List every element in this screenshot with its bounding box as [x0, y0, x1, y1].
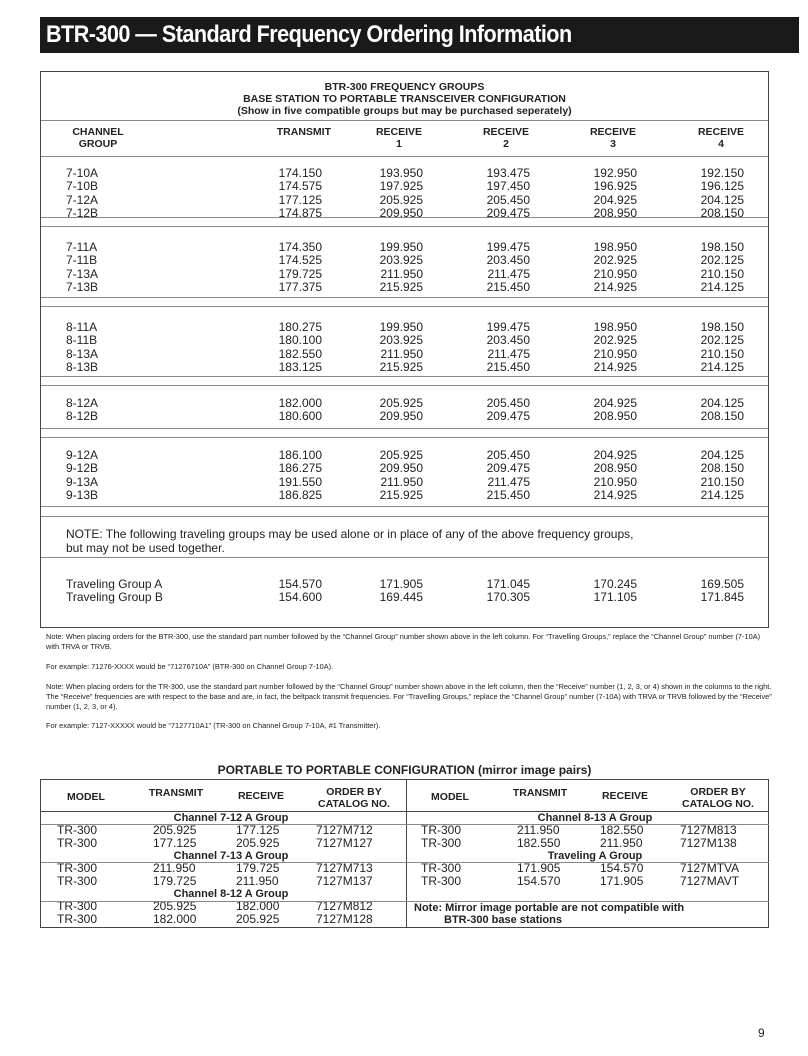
transmit-cell: 177.375 — [278, 280, 322, 295]
channel-group-cell: 9-13B — [66, 488, 99, 503]
receive-2-cell: 199.475 — [486, 320, 530, 334]
transmit-cell: 180.600 — [278, 409, 322, 424]
transmit-cell: 180.100 — [278, 333, 322, 348]
receive-cell: 211.950 — [600, 836, 643, 850]
receive-2-cell: 193.475 — [486, 166, 530, 180]
receive-2-cell: 203.450 — [486, 333, 530, 348]
receive-1-cell: 211.950 — [380, 266, 423, 281]
receive-2-cell: 170.305 — [486, 590, 530, 605]
col-receive-number: 3 — [610, 138, 616, 150]
receive-cell: 205.925 — [236, 912, 280, 926]
col-receive-1 — [359, 126, 439, 150]
receive-3-cell: 210.950 — [593, 266, 637, 281]
footnote-btr300-example: For example: 71276-XXXX would be “71276710A” (BTR-300 on Channel Group 7-10A). — [46, 662, 334, 671]
divider — [41, 824, 406, 825]
channel-group-cell: 7-11B — [66, 253, 98, 268]
mirror-note-line-1: Note: Mirror image portable are not compatible with — [414, 902, 685, 914]
col-receive-4 — [681, 126, 761, 150]
receive-1-cell: 209.950 — [379, 461, 423, 476]
transmit-cell: 177.125 — [278, 192, 322, 207]
divider — [41, 557, 768, 558]
col-receive: RECEIVE — [601, 790, 649, 802]
model-cell: TR-300 — [421, 836, 462, 850]
channel-group-cell: 7-12B — [66, 206, 99, 221]
receive-cell: 182.000 — [236, 899, 280, 913]
col-receive-number: 2 — [503, 138, 509, 150]
receive-1-cell: 215.925 — [379, 360, 423, 375]
receive-2-cell: 209.475 — [486, 206, 530, 221]
receive-1-cell: 171.905 — [379, 577, 423, 591]
col-channel-group — [63, 126, 133, 150]
receive-4-cell: 196.125 — [700, 179, 744, 194]
channel-group-cell: Traveling Group B — [66, 590, 163, 605]
transmit-cell: 179.725 — [153, 874, 197, 888]
footnote-tr300: Note: When placing orders for the TR-300, use the standard part number followed by the “Channel Group” number shown above in the left column, then the “Receive” number (1, 2, 3, or 4) shown in the columns to the right. The “Receive” frequencies are with respect to the base and are, in fact, the beltpack transmit frequencies. For “Travelling Groups,” replace the “Channel Group” number (7-10A) with TRVA or TRVB followed by the “Receive” number (1, 2, 3, or 4). — [46, 682, 772, 711]
channel-group-cell: 7-10A — [66, 166, 99, 180]
transmit-cell: 154.570 — [278, 577, 322, 591]
transmit-cell: 154.570 — [517, 874, 561, 888]
catalog-cell: 7127M127 — [316, 836, 373, 850]
channel-group-cell: 7-13A — [66, 266, 99, 281]
divider — [41, 306, 768, 307]
catalog-cell: 7127MTVA — [680, 861, 740, 875]
receive-4-cell: 171.845 — [700, 590, 744, 605]
divider — [41, 437, 768, 438]
divider — [41, 376, 768, 377]
receive-3-cell: 170.245 — [593, 577, 637, 591]
receive-2-cell: 199.475 — [486, 240, 530, 254]
model-cell: TR-300 — [57, 912, 98, 926]
receive-1-cell: 169.445 — [379, 590, 423, 605]
receive-4-cell: 202.125 — [700, 253, 744, 268]
receive-4-cell: 198.150 — [700, 240, 744, 254]
transmit-cell: 183.125 — [278, 360, 322, 375]
col-receive-label: RECEIVE — [375, 126, 423, 138]
channel-group-cell: Traveling Group A — [66, 577, 163, 591]
receive-1-cell: 199.950 — [379, 320, 423, 334]
col-order-2: CATALOG NO. — [682, 798, 754, 810]
channel-group-cell: 8-12B — [66, 409, 99, 424]
receive-3-cell: 208.950 — [593, 409, 637, 424]
divider — [41, 428, 768, 429]
divider — [41, 901, 406, 902]
receive-cell: 205.925 — [236, 836, 280, 850]
receive-2-cell: 197.450 — [486, 179, 530, 194]
col-transmit: TRANSMIT — [148, 787, 204, 799]
receive-1-cell: 205.925 — [379, 396, 423, 410]
receive-cell: 179.725 — [236, 861, 280, 875]
receive-1-cell: 197.925 — [379, 179, 423, 194]
receive-4-cell: 204.125 — [700, 396, 744, 410]
receive-4-cell: 198.150 — [700, 320, 744, 334]
footnote-tr300-example: For example: 7127-XXXXX would be “7127710A1” (TR-300 on Channel Group 7-10A, #1 Transmitter). — [46, 721, 381, 730]
receive-3-cell: 208.950 — [593, 206, 637, 221]
receive-3-cell: 204.925 — [593, 192, 637, 207]
model-cell: TR-300 — [57, 836, 98, 850]
receive-3-cell: 208.950 — [593, 461, 637, 476]
transmit-cell: 182.550 — [278, 346, 322, 361]
receive-1-cell: 215.925 — [379, 280, 423, 295]
receive-cell: 177.125 — [236, 823, 280, 837]
col-order-1: ORDER BY — [690, 786, 746, 798]
group-header: Channel 7-13 A Group — [173, 850, 289, 862]
group-header: Channel 7-12 A Group — [173, 812, 289, 824]
receive-1-cell: 205.925 — [379, 448, 423, 462]
col-channel-label-1: CHANNEL — [72, 126, 124, 138]
col-receive-label: RECEIVE — [589, 126, 637, 138]
channel-group-cell: 9-13A — [66, 474, 99, 489]
transmit-cell: 205.925 — [153, 899, 197, 913]
channel-group-cell: 8-11A — [66, 320, 98, 334]
traveling-note — [66, 527, 633, 555]
receive-3-cell: 214.925 — [593, 280, 637, 295]
channel-group-cell: 8-12A — [66, 396, 99, 410]
receive-1-cell: 209.950 — [379, 409, 423, 424]
freq-heading-3: (Show in five compatible groups but may be purchased seperately) — [237, 105, 572, 117]
column-divider — [406, 780, 407, 927]
receive-4-cell: 210.150 — [700, 346, 744, 361]
receive-1-cell: 205.925 — [379, 192, 423, 207]
transmit-cell: 182.000 — [278, 396, 322, 410]
receive-2-cell: 211.475 — [487, 474, 530, 489]
receive-4-cell: 214.125 — [700, 360, 744, 375]
divider — [41, 385, 768, 386]
col-transmit: TRANSMIT — [276, 126, 331, 138]
receive-2-cell: 211.475 — [487, 346, 530, 361]
receive-2-cell: 205.450 — [486, 448, 530, 462]
model-cell: TR-300 — [57, 899, 98, 913]
receive-3-cell: 210.950 — [593, 346, 637, 361]
traveling-note-line-1: NOTE: The following traveling groups may be used alone or in place of any of the above frequency groups, — [66, 527, 634, 541]
channel-group-cell: 9-12B — [66, 461, 99, 476]
col-order-2: CATALOG NO. — [318, 798, 390, 810]
receive-4-cell: 169.505 — [700, 577, 744, 591]
col-receive-label: RECEIVE — [482, 126, 530, 138]
transmit-cell: 174.875 — [278, 206, 322, 221]
divider — [41, 120, 768, 121]
footnote-btr300: Note: When placing orders for the BTR-300, use the standard part number followed by the “Channel Group” number shown above in the left column. For “Travelling Groups,” replace the “Channel Group” number (7-10A) with TRVA or TRVB. — [46, 632, 761, 651]
channel-group-cell: 7-10B — [66, 179, 99, 194]
transmit-cell: 186.275 — [278, 461, 322, 476]
catalog-cell: 7127M137 — [316, 874, 373, 888]
channel-group-cell: 7-11A — [66, 240, 98, 254]
receive-3-cell: 192.950 — [593, 166, 637, 180]
receive-4-cell: 214.125 — [700, 488, 744, 503]
freq-heading-1: BTR-300 FREQUENCY GROUPS — [324, 81, 485, 93]
catalog-cell: 7127M812 — [316, 899, 373, 913]
freq-heading-2: BASE STATION TO PORTABLE TRANSCEIVER CONFIGURATION — [243, 93, 566, 105]
receive-2-cell: 203.450 — [486, 253, 530, 268]
divider — [41, 297, 768, 298]
receive-4-cell: 192.150 — [700, 166, 744, 180]
model-cell: TR-300 — [421, 823, 462, 837]
receive-4-cell: 204.125 — [700, 448, 744, 462]
transmit-cell: 205.925 — [153, 823, 197, 837]
receive-2-cell: 211.475 — [487, 266, 530, 281]
receive-1-cell: 215.925 — [379, 488, 423, 503]
receive-1-cell: 193.950 — [379, 166, 423, 180]
receive-2-cell: 205.450 — [486, 396, 530, 410]
col-model: MODEL — [431, 791, 469, 803]
receive-4-cell: 210.150 — [700, 474, 744, 489]
divider — [41, 226, 768, 227]
title-bar — [40, 17, 799, 53]
catalog-cell: 7127M813 — [680, 823, 737, 837]
channel-group-cell: 8-11B — [66, 333, 98, 348]
transmit-cell: 180.275 — [278, 320, 322, 334]
transmit-cell: 211.950 — [517, 823, 560, 837]
col-receive: RECEIVE — [237, 790, 285, 802]
receive-cell: 171.905 — [600, 874, 644, 888]
receive-4-cell: 208.150 — [700, 461, 744, 476]
receive-3-cell: 210.950 — [593, 474, 637, 489]
receive-2-cell: 209.475 — [486, 409, 530, 424]
receive-3-cell: 202.925 — [593, 333, 637, 348]
col-receive-label: RECEIVE — [697, 126, 745, 138]
receive-2-cell: 215.450 — [486, 280, 530, 295]
receive-4-cell: 208.150 — [700, 409, 744, 424]
traveling-note-line-2: but may not be used together. — [66, 541, 225, 555]
transmit-cell: 174.525 — [278, 253, 322, 268]
receive-1-cell: 209.950 — [379, 206, 423, 221]
frequency-groups-table — [40, 71, 769, 628]
channel-group-cell: 9-12A — [66, 448, 99, 462]
receive-1-cell: 203.925 — [379, 253, 423, 268]
receive-2-cell: 171.045 — [486, 577, 530, 591]
receive-1-cell: 199.950 — [379, 240, 423, 254]
receive-3-cell: 204.925 — [593, 448, 637, 462]
transmit-cell: 186.100 — [278, 448, 322, 462]
model-cell: TR-300 — [57, 823, 98, 837]
channel-group-cell: 8-13B — [66, 360, 99, 375]
transmit-cell: 174.350 — [278, 240, 322, 254]
divider — [41, 156, 768, 157]
col-order-1: ORDER BY — [326, 786, 382, 798]
col-receive-2 — [466, 126, 546, 150]
transmit-cell: 174.150 — [278, 166, 322, 180]
receive-3-cell: 204.925 — [593, 396, 637, 410]
catalog-cell: 7127M138 — [680, 836, 737, 850]
receive-2-cell: 209.475 — [486, 461, 530, 476]
transmit-cell: 179.725 — [278, 266, 322, 281]
receive-4-cell: 210.150 — [700, 266, 744, 281]
transmit-cell: 154.600 — [278, 590, 322, 605]
receive-3-cell: 198.950 — [593, 320, 637, 334]
receive-4-cell: 214.125 — [700, 280, 744, 295]
receive-cell: 182.550 — [600, 823, 644, 837]
group-header: Traveling A Group — [547, 850, 643, 862]
transmit-cell: 182.550 — [517, 836, 561, 850]
channel-group-cell: 7-13B — [66, 280, 99, 295]
receive-4-cell: 202.125 — [700, 333, 744, 348]
divider — [406, 824, 769, 825]
receive-3-cell: 214.925 — [593, 488, 637, 503]
divider — [41, 506, 768, 507]
col-receive-3 — [573, 126, 653, 150]
transmit-cell: 174.575 — [278, 179, 322, 194]
transmit-cell: 177.125 — [153, 836, 197, 850]
receive-3-cell: 202.925 — [593, 253, 637, 268]
col-model: MODEL — [67, 791, 105, 803]
col-transmit: TRANSMIT — [512, 787, 568, 799]
catalog-cell: 7127MAVT — [680, 874, 740, 888]
catalog-cell: 7127M712 — [316, 823, 373, 837]
col-channel-label-2: GROUP — [78, 138, 118, 150]
group-header: Channel 8-13 A Group — [537, 812, 653, 824]
mirror-note-line-2: BTR-300 base stations — [444, 914, 562, 926]
receive-3-cell: 198.950 — [593, 240, 637, 254]
channel-group-cell: 7-12A — [66, 192, 99, 207]
receive-4-cell: 208.150 — [700, 206, 744, 221]
divider — [406, 862, 769, 863]
divider — [41, 516, 768, 517]
model-cell: TR-300 — [57, 874, 98, 888]
model-cell: TR-300 — [421, 861, 462, 875]
transmit-cell: 182.000 — [153, 912, 197, 926]
divider — [41, 862, 406, 863]
group-header: Channel 8-12 A Group — [173, 888, 289, 900]
receive-cell: 211.950 — [236, 874, 279, 888]
receive-2-cell: 215.450 — [486, 488, 530, 503]
receive-2-cell: 205.450 — [486, 192, 530, 207]
catalog-cell: 7127M713 — [316, 861, 373, 875]
receive-2-cell: 215.450 — [486, 360, 530, 375]
p2p-title: PORTABLE TO PORTABLE CONFIGURATION (mirror image pairs) — [217, 763, 592, 777]
receive-3-cell: 171.105 — [593, 590, 637, 605]
receive-cell: 154.570 — [600, 861, 644, 875]
receive-1-cell: 211.950 — [380, 346, 423, 361]
page-title: BTR-300 — Standard Frequency Ordering Information — [46, 21, 572, 48]
page-number: 9 — [758, 1026, 765, 1040]
portable-to-portable-table — [40, 779, 769, 928]
receive-3-cell: 196.925 — [593, 179, 637, 194]
model-cell: TR-300 — [421, 874, 462, 888]
col-receive-number: 4 — [718, 138, 724, 150]
receive-1-cell: 203.925 — [379, 333, 423, 348]
channel-group-cell: 8-13A — [66, 346, 99, 361]
catalog-cell: 7127M128 — [316, 912, 373, 926]
transmit-cell: 171.905 — [517, 861, 561, 875]
transmit-cell: 191.550 — [278, 474, 322, 489]
transmit-cell: 211.950 — [153, 861, 196, 875]
receive-3-cell: 214.925 — [593, 360, 637, 375]
receive-4-cell: 204.125 — [700, 192, 744, 207]
model-cell: TR-300 — [57, 861, 98, 875]
transmit-cell: 186.825 — [278, 488, 322, 503]
col-receive-number: 1 — [396, 138, 402, 150]
receive-1-cell: 211.950 — [380, 474, 423, 489]
